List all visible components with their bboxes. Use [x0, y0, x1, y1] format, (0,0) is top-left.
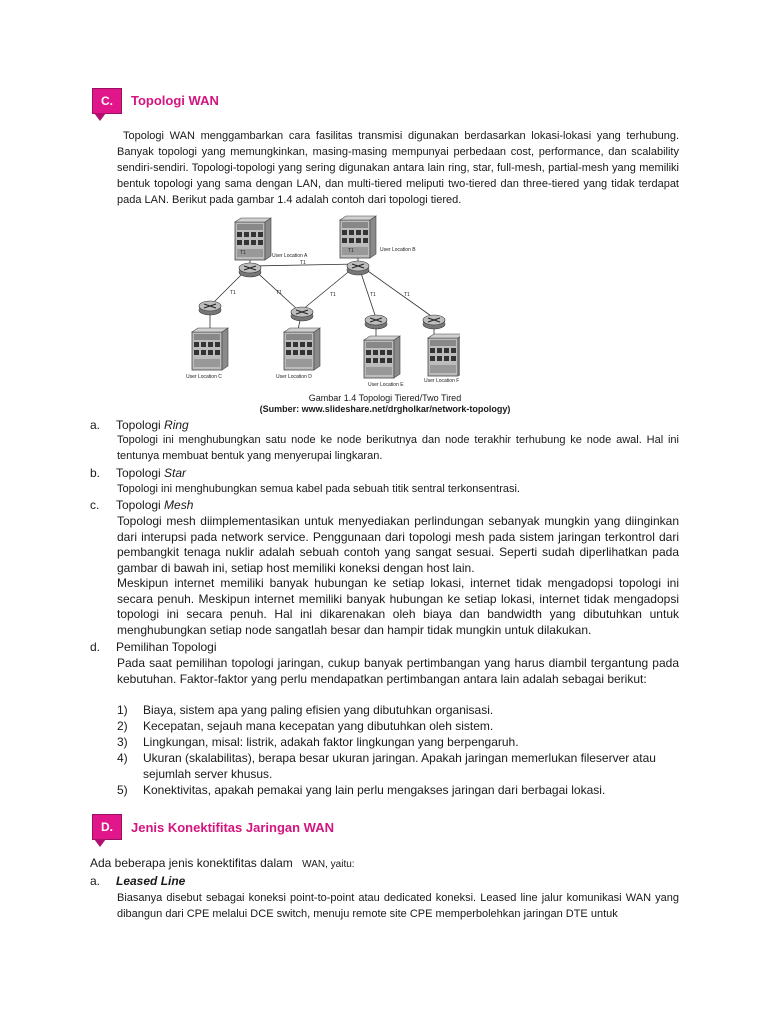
server-location-e	[364, 336, 400, 378]
figure-caption-line2: (Sumber: www.slideshare.net/drgholkar/network-topology)	[259, 404, 511, 414]
link-label: T1	[276, 290, 282, 296]
figure-caption-line1: Gambar 1.4 Topologi Tiered/Two Tired	[308, 393, 462, 403]
label-location-b: User Location B	[380, 247, 416, 253]
item-b-body: Topologi ini menghubungkan semua kabel pada sebuah titik sentral terkonsentrasi.	[117, 483, 520, 495]
router-c	[199, 301, 221, 315]
item-d-body: Pada saat pemilihan topologi jaringan, cukup banyak pertimbangan yang harus diambil tergantung pada kebutuhan. Faktor-faktor yang perlu mendapatkan pertimbangan antara lain adalah sebagai berikut:	[117, 656, 679, 686]
link-label: T1	[300, 260, 306, 266]
section-title-c: Topologi WAN	[131, 93, 219, 108]
item-c-body-1: Topologi mesh diimplementasikan untuk menyediakan perlindungan sebanyak mungkin yang diinginkan dari interupsi pada network service. Penggunaan dari topologi mesh pada sistem jaringan terkontrol dari pembangkit tenaga nuklir adalah sebuah contoh yang sangat sesuai. Seperti sudah diperlihatkan pada gambar di bawah ini, setiap host memiliki koneksi dengan host lain.	[117, 514, 679, 575]
item-a-body: Topologi ini menghubungkan satu node ke node berikutnya dan node terakhir terhubung ke node awal. Hal ini tentunya membuat bentuk yang menyerupai lingkaran.	[117, 434, 679, 462]
section-c-intro	[117, 128, 679, 208]
link-label: T1	[348, 248, 354, 254]
router-d	[291, 307, 313, 321]
item-b-heading: b. Topologi Star	[90, 466, 187, 480]
leased-line-body: Biasanya disebut sebagai koneksi point-to-point atau dedicated koneksi. Leased line jalur komunikasi WAN yang dibangun dari CPE melalui DCE switch, menuju remote site CPE memperbolehkan jaringan DTE untuk	[117, 892, 679, 920]
leased-line-heading: a. Leased Line	[90, 874, 186, 888]
label-location-a: User Location A	[272, 253, 308, 259]
router-a	[239, 263, 261, 277]
router-f	[423, 315, 445, 329]
list-item: 2) Kecepatan, sejauh mana kecepatan yang dibutuhkan oleh sistem.	[117, 719, 494, 733]
label-location-c: User Location C	[186, 374, 222, 380]
link-label: T1	[240, 250, 246, 256]
section-badge-d	[92, 814, 136, 840]
section-badge-c-label: C.	[92, 88, 122, 114]
section-badge-c	[92, 88, 136, 114]
list-item: 3) Lingkungan, misal: listrik, adakah faktor lingkungan yang berpengaruh.	[117, 735, 519, 749]
figure-caption	[180, 393, 590, 415]
list-item: 5) Konektivitas, apakah pemakai yang lain perlu mengakses jaringan dari berbagai lokasi.	[117, 783, 606, 797]
server-location-f	[428, 334, 460, 376]
label-location-d: User Location D	[276, 374, 312, 380]
link-label: T1	[404, 292, 410, 298]
router-b	[347, 261, 369, 275]
router-e	[365, 315, 387, 329]
list-item: 4) Ukuran (skalabilitas), berapa besar ukuran jaringan. Apakah jaringan memerlukan fileserver atau sejumlah server khusus.	[117, 751, 656, 781]
link-label: T1	[230, 290, 236, 296]
item-a-heading: a. Topologi Ring	[90, 418, 189, 432]
section-title-d: Jenis Konektifitas Jaringan WAN	[131, 820, 334, 835]
item-c-heading: c. Topologi Mesh	[90, 498, 194, 512]
server-location-b	[340, 216, 376, 258]
item-d-heading: d. Pemilihan Topologi	[90, 640, 217, 654]
label-location-f: User Location F	[424, 378, 460, 384]
section-d-intro: Ada beberapa jenis konektifitas dalam WAN, yaitu:	[90, 856, 355, 870]
label-location-e: User Location E	[368, 382, 404, 388]
link-label: T1	[370, 292, 376, 298]
item-c-body-2: Meskipun internet memiliki banyak hubungan ke setiap lokasi, internet tidak mengadopsi topologi ini secara penuh. Meskipun internet memiliki banyak hubungan ke setiap lokasi, internet tidak mengadopsi topologi ini secara penuh. Hal ini dikarenakan oleh biaya dan bandwidth yang dibutuhkan untuk menghubungkan setiap node sangatlah besar dan hampir tidak mungkin untuk dilakukan.	[117, 576, 679, 637]
section-badge-d-label: D.	[92, 814, 122, 840]
tiered-topology-diagram	[180, 214, 460, 390]
server-location-d	[284, 328, 320, 370]
link-label: T1	[330, 292, 336, 298]
section-c-intro-text: Topologi WAN menggambarkan cara fasilitas transmisi digunakan berdasarkan lokasi-lokasi yang terhubung. Banyak topologi yang memungkinkan, masing-masing mempunyai perbedaan cost, performance, dan scalability sendiri-sendiri. Topologi-topologi yang sering digunakan antara lain ring, star, full-mesh, partial-mesh yang memiliki bentuk topologi yang sama dengan LAN, dan multi-tiered meliputi two-tiered dan three-tiered yang tidak terdapat pada LAN. Berikut pada gambar 1.4 adalah contoh dari topologi tiered.	[117, 130, 679, 206]
selection-factors-list	[117, 702, 679, 798]
list-item: 1) Biaya, sistem apa yang paling efisien yang dibutuhkan organisasi.	[117, 703, 494, 717]
server-location-c	[192, 328, 228, 370]
